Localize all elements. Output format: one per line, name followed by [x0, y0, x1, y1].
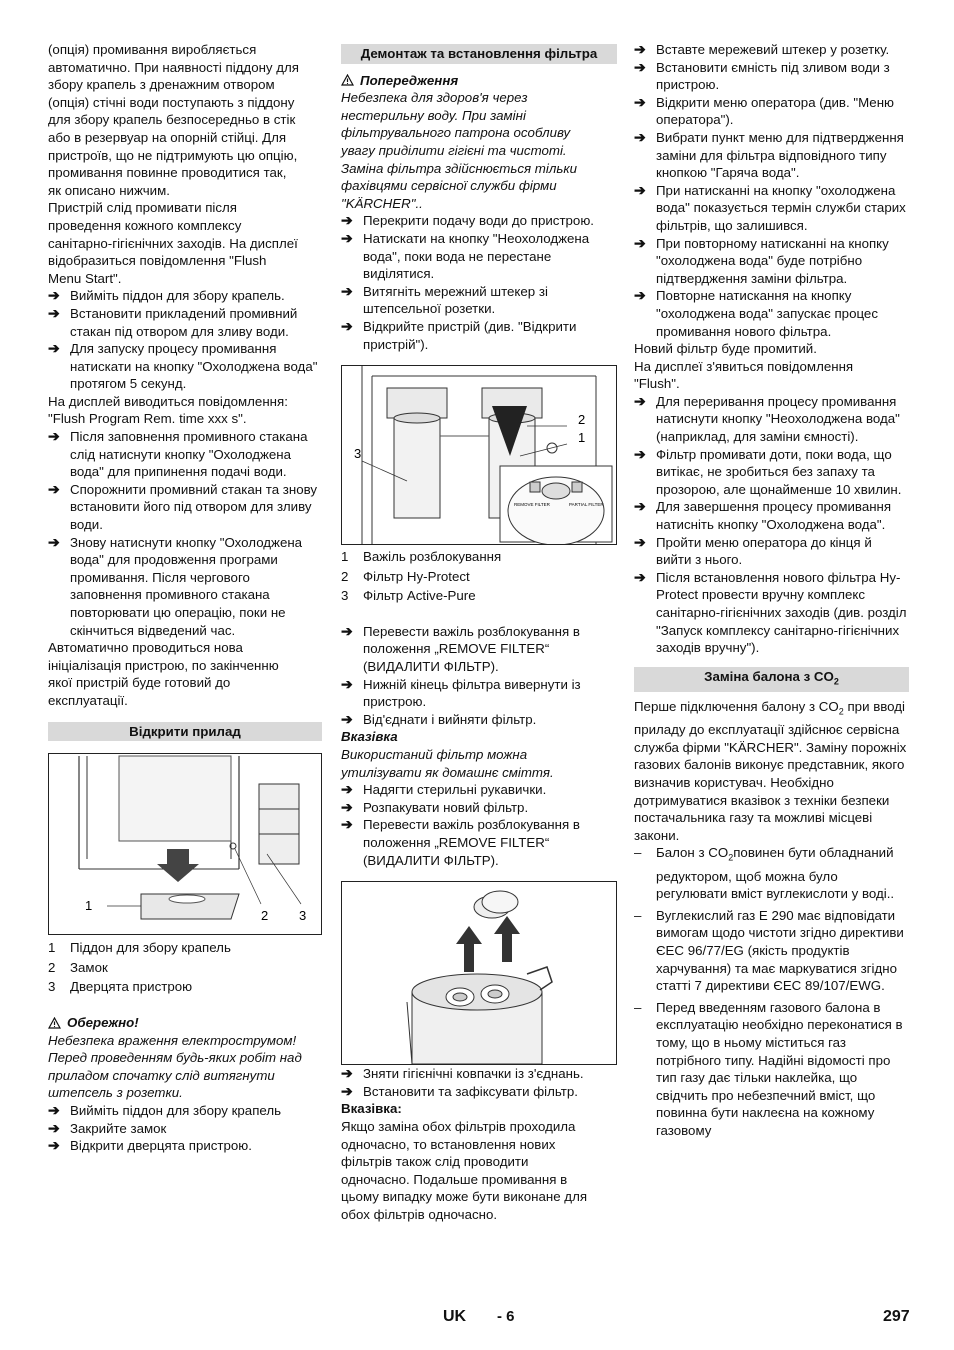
step-text: Розпакувати новий фільтр. [363, 799, 529, 815]
legend-item [48, 939, 322, 957]
filter-unit-illustration [342, 366, 616, 544]
steps-list-2 [341, 623, 617, 729]
warning-text [341, 89, 617, 212]
legend-text: Фільтр Hy-Protect [363, 568, 470, 584]
figure-new-filter [341, 881, 617, 1065]
step-item [48, 1120, 322, 1138]
arrow-icon: ➔ [341, 798, 353, 815]
arrow-icon: ➔ [48, 287, 60, 304]
text-line: Новий фільтр буде промитий. [634, 341, 817, 357]
dash1-sub: 2 [728, 853, 734, 864]
arrow-icon: ➔ [634, 568, 646, 585]
section-header-filter: Демонтаж та встановлення фільтра [341, 44, 617, 64]
text-line: цьому випадку може бути виконане для [341, 1189, 588, 1205]
step-item [341, 623, 617, 676]
step-item [341, 318, 617, 353]
column-2 [341, 41, 617, 1224]
step-text: При повторному натисканні на кнопку "охолоджена вода" буде потрібно підтвердження заміни фільтра. [656, 235, 889, 286]
column-1 [48, 41, 322, 1155]
arrow-icon: ➔ [48, 480, 60, 497]
step-item [341, 230, 617, 283]
step-item [634, 393, 909, 446]
legend-number: 2 [48, 959, 56, 975]
text-line: для збору крапель безпосередньо в стік [48, 112, 296, 128]
text-line: санітарно-гігієнічних заходів. На дисплеї [48, 235, 298, 251]
arrow-icon: ➔ [634, 445, 646, 462]
step-item [634, 59, 909, 94]
legend-text: Важіль розблокування [363, 549, 502, 565]
co2-p1-sub: 2 [838, 706, 844, 717]
figure-1-legend [48, 939, 322, 996]
fig1-label-3: 3 [299, 908, 307, 924]
fig2-label-2: 2 [578, 412, 586, 428]
step-text: Зняти гігієнічні ковпачки із з'єднань. [363, 1066, 584, 1082]
arrow-icon: ➔ [341, 1082, 353, 1099]
step-text: Встановити та зафіксувати фільтр. [363, 1083, 578, 1099]
co2-p1-rest: при вводі приладу до експлуатації здійснює сервісна служба фірми "KÄRCHER". Заміну порожніх газових балонів виконує представник, якого визначив користувач. Необхідно дотримуватися вказівок з техніки безпеки постачальника газу та можливі місцеві закони. [634, 699, 907, 843]
legend-item [341, 548, 617, 566]
text-line: одночасно, то встановлення нових [341, 1136, 556, 1152]
arrow-icon: ➔ [634, 533, 646, 550]
legend-item [341, 587, 617, 605]
new-filter-illustration [342, 882, 616, 1064]
step-item [634, 287, 909, 340]
text-line: "Flush Program Rem. time xxx s". [48, 411, 247, 427]
badge-remove-filter: REMOVE FILTER [514, 502, 550, 508]
warning-heading [341, 72, 617, 90]
step-text: Фільтр промивати доти, поки вода, що витікає, не зробиться без запаху та прозорою, але щонайменше 10 хвилин. [656, 446, 902, 497]
text-line: Небезпека враження електрострумом! [48, 1032, 297, 1048]
arrow-icon: ➔ [634, 234, 646, 251]
step-item [341, 711, 617, 729]
step-item [341, 212, 617, 230]
step-text: Для запуску процесу промивання натискати на кнопку "Охолоджена вода" протягом 5 секунд. [70, 341, 318, 392]
auto-init-paragraph [48, 639, 322, 709]
step-item [634, 446, 909, 499]
text-line: Перед проведенням будь-яких робіт над [48, 1050, 302, 1066]
text-line: відобразиться повідомлення "Flush [48, 253, 267, 269]
step-text: Відкрити дверцята пристрою. [70, 1138, 252, 1154]
legend-item [48, 959, 322, 977]
text-line: автоматично. При наявності піддону для [48, 59, 299, 75]
step-text: Нижній кінець фільтра вивернути із пристрою. [363, 676, 581, 710]
step-text: Відкрити меню оператора (див. "Меню оператора"). [656, 94, 895, 128]
text-line: Використаний фільтр можна [341, 747, 528, 763]
legend-number: 3 [48, 979, 56, 995]
caution-text [48, 1032, 322, 1102]
step-item [341, 283, 617, 318]
legend-number: 1 [341, 549, 349, 565]
note2-text [341, 1118, 617, 1224]
step-text: При натисканні на кнопку "охолоджена вода" показується термін служби старих фільтрів, що залишився. [656, 182, 906, 233]
dash-text: Вуглекислий газ Е 290 має відповідати вимогам щодо чистоти згідно директиви ЄЕС 96/77/EG (якість продуктів харчування) та має маркуватися згідно статті 7 директиви ЄЕС 89/107/EWG. [656, 907, 904, 994]
step-item [48, 305, 322, 340]
arrow-icon: ➔ [48, 1119, 60, 1136]
step-item [634, 94, 909, 129]
step-item [341, 1083, 617, 1101]
arrow-icon: ➔ [341, 317, 353, 334]
caution-title: Обережно! [67, 1014, 139, 1030]
fig2-label-1: 1 [578, 430, 586, 446]
text-line: "Flush". [634, 376, 680, 392]
text-line: Заміна фільтра здійснюється тільки [341, 160, 577, 176]
badge-partial-filter: PARTIAL FILTER [569, 502, 604, 508]
step-item [634, 569, 909, 657]
text-line: фільтрів також слід проводити [341, 1154, 529, 1170]
note-title: Вказівка [341, 729, 398, 745]
step-text: Витягніть мережний штекер зі штепсельної розетки. [363, 283, 548, 317]
footer-lang: UK [443, 1308, 467, 1325]
warning-triangle-icon [48, 1017, 61, 1029]
text-line: "KÄRCHER".. [341, 195, 423, 211]
legend-text: Замок [70, 959, 108, 975]
step-item [341, 816, 617, 869]
step-text: Встановити ємність під зливом води з пристрою. [656, 59, 890, 93]
text-line: ініціалізація пристрою, по закінченню [48, 657, 279, 673]
column-3 [634, 41, 909, 1140]
dash1-b: повинен бути обладнаний редуктором, щоб можна було регулювати вміст вуглекислоти у воді.. [656, 845, 895, 902]
figure-filters [341, 365, 617, 545]
caution-heading [48, 1014, 322, 1032]
step-item [634, 41, 909, 59]
text-line: збору крапель з дренажним отвором [48, 77, 275, 93]
steps-list-2 [48, 428, 322, 639]
arrow-icon: ➔ [341, 816, 353, 833]
dash-icon: – [634, 845, 642, 861]
arrow-icon: ➔ [341, 622, 353, 639]
section-co2-sub: 2 [833, 676, 839, 687]
text-line: Пристрій слід промивати після [48, 200, 237, 216]
step-text: Вибрати пункт меню для підтвердження заміни для фільтра відповідного типу кнопкою "Гаряча вода". [656, 129, 904, 181]
step-item [634, 182, 909, 235]
arrow-icon: ➔ [634, 181, 646, 198]
step-text: Після встановлення нового фільтра Hy-Protect провести вручну комплекс санітарно-гігієнічних заходів (див. розділ "Запуск комплексу санітарно-гігієнічних заходів вручну"). [656, 569, 907, 656]
text-line: штепсель з розетки. [48, 1085, 183, 1101]
arrow-icon: ➔ [48, 1137, 60, 1154]
arrow-icon: ➔ [634, 498, 646, 515]
text-line: (опція) стічні води поступають з піддону [48, 94, 295, 110]
intro-paragraph [48, 41, 322, 199]
step-text: Вийміть піддон для збору крапель [70, 1102, 282, 1118]
dash-icon: – [634, 999, 642, 1015]
step-text: Вставте мережевий штекер у розетку. [656, 42, 890, 57]
steps-list-3 [341, 781, 617, 869]
text-line: промивання повинне проводитися так, [48, 165, 287, 181]
step-text: Перевести важіль розблокування в положення „REMOVE FILTER“ (ВИДАЛИТИ ФІЛЬТР). [363, 623, 580, 675]
steps-list-1 [341, 212, 617, 353]
text-line: обох фільтрів одночасно. [341, 1206, 498, 1222]
text-line: Якщо заміна обох фільтрів проходила [341, 1118, 576, 1134]
text-line: пристроїв, що не підтримують цю опцію, [48, 147, 298, 163]
arrow-icon: ➔ [48, 340, 60, 357]
text-line: увагу приділити гігієні та чистоті. [341, 142, 567, 158]
text-line: утилізувати як домашнє сміття. [341, 764, 554, 780]
arrow-icon: ➔ [48, 304, 60, 321]
fig1-label-2: 2 [261, 908, 269, 924]
drip-tray-illustration [49, 754, 321, 934]
text-line: експлуатації. [48, 692, 128, 708]
legend-text: Фільтр Active-Pure [363, 588, 476, 604]
arrow-icon: ➔ [341, 781, 353, 798]
step-text: Перевести важіль розблокування в положення „REMOVE FILTER“ (ВИДАЛИТИ ФІЛЬТР). [363, 817, 580, 868]
legend-item [341, 568, 617, 586]
arrow-icon: ➔ [634, 128, 646, 145]
figure-2-legend [341, 548, 617, 605]
step-text: Повторне натискання на кнопку "охолоджена вода" запускає процес промивання нового фільтра. [656, 288, 878, 339]
dash1-a: Балон з CO [656, 845, 729, 861]
legend-item [48, 978, 322, 996]
step-text: Від'єднати і вийняти фільтр. [363, 711, 537, 727]
step-text: Спорожнити промивний стакан та знову встановити його під отвором для зливу води. [70, 481, 318, 533]
steps-list-2 [634, 393, 909, 657]
text-line: Menu Start". [48, 270, 122, 286]
step-text: Закрийте замок [70, 1120, 167, 1136]
legend-text: Піддон для збору крапель [70, 940, 231, 956]
arrow-icon: ➔ [634, 287, 646, 304]
text-line: Небезпека для здоров'я через [341, 90, 528, 106]
footer-page-number: 297 [883, 1308, 910, 1325]
display-message [48, 393, 322, 428]
step-text: Вийміть піддон для збору крапель. [70, 288, 285, 304]
warning-triangle-icon [341, 74, 354, 86]
fig1-label-1: 1 [85, 898, 93, 914]
step-item [341, 781, 617, 799]
step-item [634, 129, 909, 182]
section-header-open-device: Відкрити прилад [48, 722, 322, 742]
text-line: нестерильну воду. При заміні [341, 107, 526, 123]
arrow-icon: ➔ [341, 710, 353, 727]
note-text [341, 746, 617, 781]
arrow-icon: ➔ [341, 229, 353, 246]
step-item [341, 1065, 617, 1083]
paragraph-flush-info [48, 199, 322, 287]
step-item [48, 287, 322, 305]
step-text: Відкрийте пристрій (див. "Відкрити пристрій"). [363, 318, 577, 352]
footer-page-local: - 6 [497, 1308, 515, 1325]
steps-list-1 [634, 41, 909, 340]
arrow-icon: ➔ [48, 1101, 60, 1118]
dash-icon: – [634, 907, 642, 923]
step-text: Пройти меню оператора до кінця й вийти з нього. [656, 534, 872, 568]
dash-text [656, 844, 909, 902]
arrow-icon: ➔ [48, 428, 60, 445]
steps-list-1 [48, 287, 322, 393]
legend-number: 1 [48, 940, 56, 956]
legend-number: 2 [341, 568, 349, 584]
step-item [48, 534, 322, 640]
step-item [341, 676, 617, 711]
arrow-icon: ➔ [341, 1065, 353, 1082]
text-line: На дисплеї з'явиться повідомлення [634, 358, 854, 374]
text-line: приладом спочатку слід витягнути [48, 1067, 275, 1083]
arrow-icon: ➔ [634, 392, 646, 409]
text-line: На дисплей виводиться повідомлення: [48, 393, 288, 409]
text-line: якої пристрій буде готовий до [48, 675, 231, 691]
step-text: Знову натиснути кнопку "Охолоджена вода" для продовження програми промивання. Після чергового заповнення промивного стакана повторювати цю операцію, поки не скінчиться відведений час. [70, 534, 303, 638]
step-text: Для завершення процесу промивання натисніть кнопку "Охолоджена вода". [656, 499, 892, 533]
fig2-label-3: 3 [354, 446, 362, 462]
step-item [48, 428, 322, 481]
arrow-icon: ➔ [634, 41, 646, 57]
step-text: Після заповнення промивного стакана слід натиснути кнопку "Охолоджена вода" для припинення подачі води. [70, 429, 308, 480]
arrow-icon: ➔ [48, 533, 60, 550]
dash-item [634, 907, 909, 995]
step-item [48, 1137, 322, 1155]
steps-list-3 [48, 1102, 322, 1155]
co2-paragraph [634, 698, 909, 844]
text-line: Автоматично проводиться нова [48, 640, 243, 656]
co2-p1: Перше підключення балону з CO [634, 699, 839, 715]
arrow-icon: ➔ [341, 282, 353, 299]
arrow-icon: ➔ [341, 212, 353, 229]
step-text: Натискати на кнопку "Неохолоджена вода", поки вода не перестане виділятися. [363, 230, 590, 282]
text-line: (опція) промивання виробляється [48, 42, 257, 57]
flush-info [634, 340, 909, 393]
figure-open-device [48, 753, 322, 935]
text-line: фільтрувального патрона особливу [341, 125, 571, 141]
text-line: одночасно. Подальше промивання в [341, 1171, 568, 1187]
arrow-icon: ➔ [634, 93, 646, 110]
text-line: як описано нижчим. [48, 182, 170, 198]
step-item [48, 340, 322, 393]
steps-list-4 [341, 1065, 617, 1100]
step-item [634, 235, 909, 288]
arrow-icon: ➔ [341, 675, 353, 692]
dash-item [634, 844, 909, 902]
step-text: Встановити прикладений промивний стакан під отвором для зливу води. [70, 305, 298, 339]
arrow-icon: ➔ [634, 58, 646, 75]
step-item [48, 1102, 322, 1120]
text-line: фахівцями сервісної служби фірми [341, 178, 557, 194]
section-header-co2 [634, 667, 909, 692]
step-item [634, 534, 909, 569]
dash-text: Перед введенням газового балона в експлуатацію необхідно переконатися в тому, що в ньому міститься газ потрібного типу. Надійні відомості про тип газу дає тільки наклейка, що свідчить про небезпечний вміст, що повинна бути наклеєна на кожному газовому [656, 999, 903, 1138]
step-text: Для переривання процесу промивання натиснути кнопку "Неохолоджена вода" (наприклад, для заміни ємності). [656, 393, 900, 445]
section-co2-text: Заміна балона з CO [704, 668, 834, 684]
text-line: або в резервуар на опорній стійці. Для [48, 129, 287, 145]
step-item [634, 498, 909, 533]
step-item [341, 799, 617, 817]
note2-title: Вказівка: [341, 1101, 402, 1117]
legend-number: 3 [341, 588, 349, 604]
step-text: Перекрити подачу води до пристрою. [363, 213, 594, 229]
text-line: проведення кожного комплексу [48, 217, 242, 233]
legend-text: Дверцята пристрою [70, 979, 193, 995]
dash-item [634, 999, 909, 1140]
step-text: Надягти стерильні рукавички. [363, 782, 547, 798]
step-item [48, 481, 322, 534]
warning-title: Попередження [360, 72, 459, 88]
